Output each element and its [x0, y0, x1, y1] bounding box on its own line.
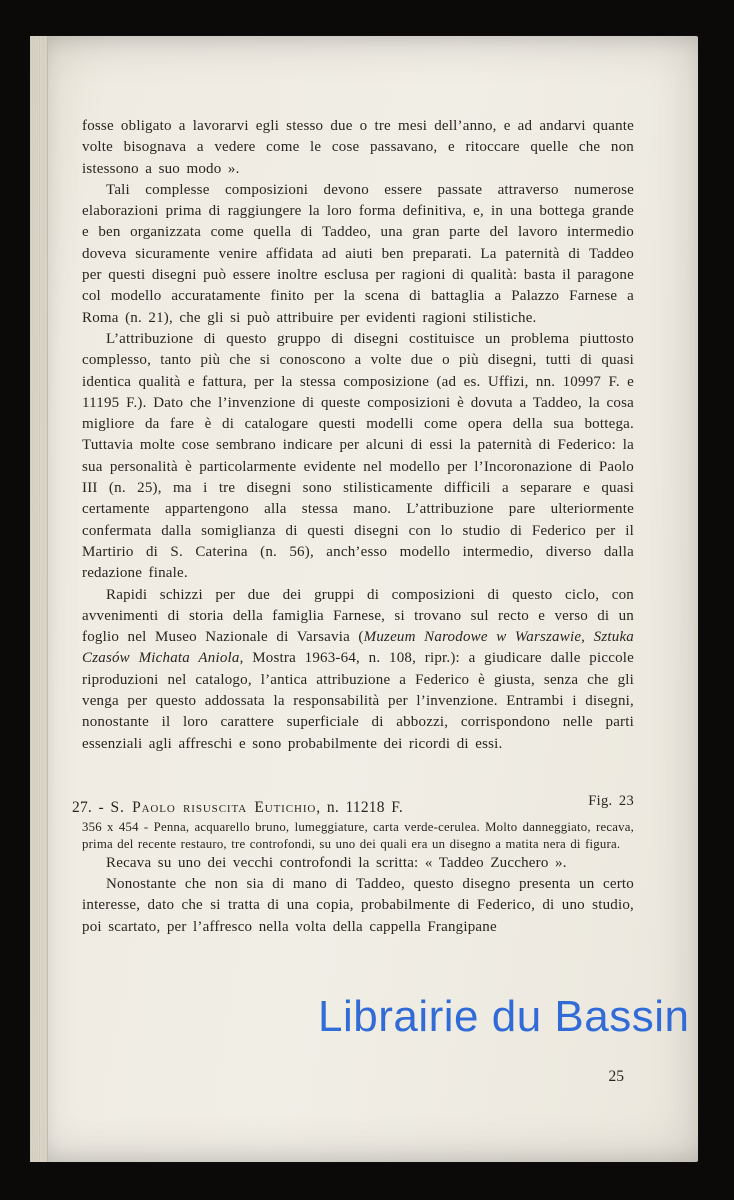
paragraph: [82, 585, 634, 755]
catalog-entry: [72, 792, 634, 938]
paragraph: fosse obligato a lavorarvi egli stesso due o tre mesi dell’anno, e ad andarvi quante volte bisognava a vedere come le cose passavano, e ritoccare quelle che non istessono a suo modo ».: [82, 118, 634, 177]
paragraph-text: Rapidi schizzi per due dei gruppi di composizioni di questo ciclo, con avvenimenti di storia della famiglia Farnese, si trovano sul recto e verso di un foglio nel Museo Nazionale di Varsavia (: [82, 586, 634, 646]
page-number: 25: [608, 1068, 624, 1085]
paragraph: Recava su uno dei vecchi controfondi la scritta: « Taddeo Zucchero ».: [106, 854, 567, 871]
page-text-block: [72, 116, 634, 938]
entry-title: S. Paolo risuscita Eutichio: [110, 798, 317, 816]
paragraph: Tali complesse composizioni devono essere passate attraverso numerose elaborazioni prima di raggiungere la loro forma definitiva, e, in una bottega grande e ben organizzata come quella di Taddeo, una gran parte del lavoro intermedio doveva sicuramente venire affidata ad aiuti ben preparati. La paternità di Taddeo per questi disegni può essere inoltre esclusa per ragioni di qualità: basta il paragone col modello accuratamente finito per la scena di battaglia a Palazzo Farnese a Roma (n. 21), che gli si può attribuire per evidenti ragioni stilistiche.: [82, 181, 634, 326]
paragraph: L’attribuzione di questo gruppo di disegni costituisce un problema piuttosto complesso, tanto più che si conoscono a volte due o più disegni, tutti di quasi identica qualità e fattura, per la stessa composizione (ad es. Uffizi, nn. 10997 F. e 11195 F.). Dato che l’invenzione di queste composizioni è dovuta a Taddeo, la cosa migliore da fare è di catalogare questi modelli come opera della sua bottega. Tuttavia molte cose sembrano indicare per alcuni di essi la paternità di Federico: la sua personalità è particolarmente evidente nel modello per l’Incoronazione di Paolo III (n. 25), ma i tre disegni sono stilisticamente difficili a separare e quasi certamente appartengono alla stessa mano. L’attribuzione pare ulteriormente confermata dalla somiglianza di questi disegni con lo studio di Federico per il Martirio di S. Caterina (n. 56), anch’esso modello intermedio, diverso dalla redazione finale.: [82, 330, 634, 582]
entry-heading: [72, 792, 634, 819]
paragraph: Nonostante che non sia di mano di Taddeo, questo disegno presenta un certo interesse, dato che si tratta di una copia, probabilmente di Federico, di uno studio, poi scartato, per l’affresco nella volta della cappella Frangipane: [82, 876, 634, 935]
citation-italic: Muzeum Narodowe w Warszawie, Sztuka Czasów Michata Aniola: [82, 629, 634, 667]
bookseller-watermark: Librairie du Bassin: [318, 992, 690, 1041]
entry-number: 27. -: [72, 798, 111, 816]
entry-heading-text: [72, 797, 403, 818]
technical-description: 356 x 454 - Penna, acquarello bruno, lumeggiature, carta verde-cerulea. Molto danneggiato, recava, prima del recente restauro, tre controfondi, su uno dei quali era un disegno a matita nera di figura.: [82, 820, 634, 851]
book-page-edges: [30, 36, 48, 1162]
entry-inventory-ref: , n. 11218 F.: [316, 798, 403, 816]
figure-reference: Fig. 23: [588, 792, 634, 809]
paragraph-text: , Mostra 1963-64, n. 108, ripr.): a giudicare dalle piccole riproduzioni nel catalogo, l’antica attribuzione a Federico è giusta, senza che gli venga per questo addossata la responsabilità per l’invenzione. Entrambi i disegni, nonostante il loro carattere superficiale di abbozzi, corrispondono nelle parti essenziali agli affreschi e sono probabilmente dei ricordi di essi.: [82, 650, 634, 752]
